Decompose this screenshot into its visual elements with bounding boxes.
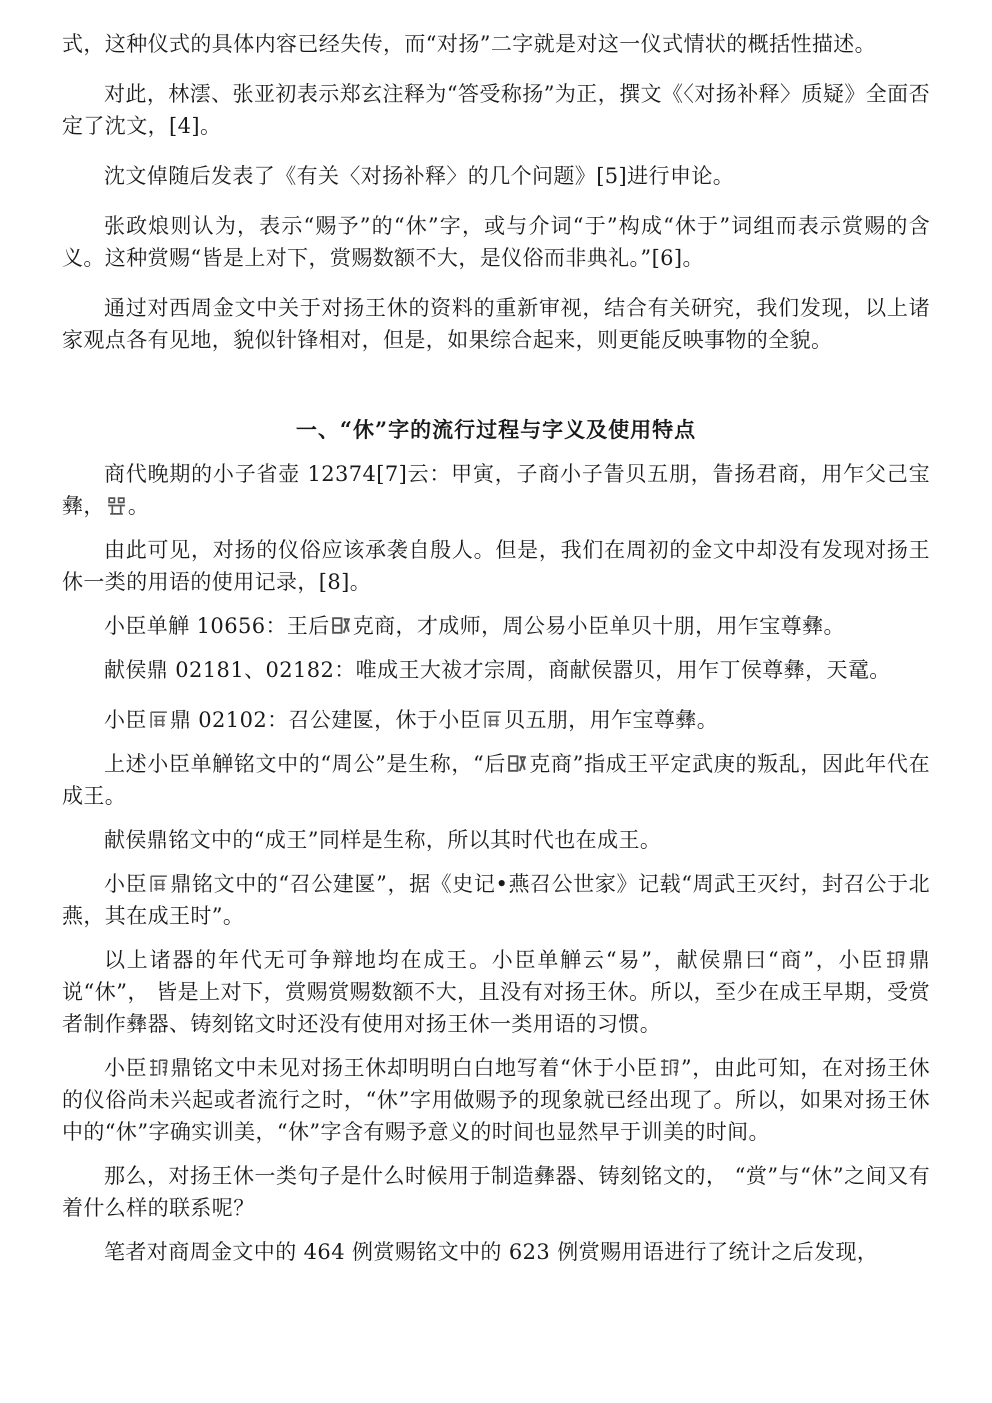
inscription-glyph-icon	[331, 615, 352, 636]
section-heading: 一、“休”字的流行过程与字义及使用特点	[295, 417, 697, 442]
paragraph: 那么，对扬王休一类句子是什么时候用于制造彝器、铸刻铭文的， “赏”与“休”之间又有着什么样的联系呢？	[62, 1164, 930, 1220]
paragraph: 沈文倬随后发表了《有关〈对扬补释〉的几个问题》[5]进行申论。	[104, 164, 735, 188]
paragraph: 通过对西周金文中关于对扬王休的资料的重新审视，结合有关研究，我们发现，以上诸家观点各有见地，貌似针锋相对，但是，如果综合起来，则更能反映事物的全貌。	[62, 296, 930, 352]
text-run: ”，由此可知，在对扬王休的仪俗尚未兴起或者流行之时，“休”字用做赐予的现象就已经出现了。所以，如果对扬王休中的“休”字确实训美，“休”字含有赐予意义的时间也显然早于训美的时间。	[62, 1056, 930, 1144]
inscription-glyph-icon	[885, 949, 906, 970]
text-run: 贝五朋，用乍宝尊彝。	[504, 708, 719, 732]
text-run: 。	[127, 494, 150, 518]
text-run: 小臣	[104, 872, 148, 896]
text-run: 小臣	[104, 1056, 148, 1080]
document-page	[62, 28, 930, 1268]
inscription-glyph-icon	[482, 709, 503, 730]
paragraph-continuation: 式，这种仪式的具体内容已经失传，而“对扬”二字就是对这一仪式情状的概括性描述。	[62, 32, 877, 56]
inscription-glyph-icon	[659, 1057, 680, 1078]
paragraph: 由此可见，对扬的仪俗应该承袭自殷人。但是，我们在周初的金文中却没有发现对扬王休一类的用语的使用记录，[8]。	[62, 538, 930, 594]
paragraph	[62, 748, 930, 812]
text-run: 商代晚期的小子省壶 12374[7]云：甲寅，子商小子眚贝五朋，眚扬君商，用乍父己宝彝，	[62, 462, 930, 518]
inscription-glyph-icon	[507, 753, 528, 774]
inscription-glyph-icon	[148, 873, 169, 894]
paragraph: 笔者对商周金文中的 464 例赏赐铭文中的 623 例赏赐用语进行了统计之后发现，	[104, 1240, 879, 1264]
text-run: 鼎铭文中未见对扬王休却明明白白地写着“休于小臣	[170, 1056, 658, 1080]
text-run: 小臣单觯 10656：王后	[104, 614, 330, 638]
paragraph	[62, 1052, 930, 1148]
inscription-glyph-icon	[148, 709, 169, 730]
paragraph: 张政烺则认为，表示“赐予”的“休”字，或与介词“于”构成“休于”词组而表示赏赐的含义。这种赏赐“皆是上对下，赏赐数额不大，是仪俗而非典礼。”[6]。	[62, 214, 930, 270]
text-run: 以上诸器的年代无可争辩地均在成王。小臣单觯云“易”，献侯鼎曰“商”，小臣	[104, 948, 885, 972]
text-run: 克商，才成师，周公易小臣单贝十朋，用乍宝尊彝。	[352, 614, 845, 638]
text-run: 上述小臣单觯铭文中的“周公”是生称，“后	[104, 752, 507, 776]
paragraph: 献侯鼎铭文中的“成王”同样是生称，所以其时代也在成王。	[104, 828, 662, 852]
paragraph: 献侯鼎 02181、02182：唯成王大祓才宗周，商献侯嚣贝，用乍丁侯尊彝，天鼋。	[104, 658, 891, 682]
paragraph	[62, 704, 930, 736]
inscription-glyph-icon	[148, 1057, 169, 1078]
paragraph	[62, 610, 930, 642]
paragraph	[62, 944, 930, 1040]
paragraph: 对此，林澐、张亚初表示郑玄注释为“答受称扬”为正，撰文《〈对扬补释〉质疑》全面否定了沈文，[4]。	[62, 82, 930, 138]
text-run: 鼎说“休”， 皆是上对下，赏赐赏赐数额不大，且没有对扬王休。所以，至少在成王早期，受赏者制作彝器、铸刻铭文时还没有使用对扬王休一类用语的习惯。	[62, 948, 930, 1036]
text-run: 鼎 02102：召公建匽，休于小臣	[169, 708, 482, 732]
text-run: 小臣	[104, 708, 147, 732]
text-run: 鼎铭文中的“召公建匽”，据《史记•燕召公世家》记载“周武王灭纣，封召公于北燕，其在成王时”。	[62, 872, 930, 928]
paragraph	[62, 458, 930, 522]
inscription-glyph-icon	[106, 495, 127, 516]
text-run: 克商”指成王平定武庚的叛乱，因此年代在成王。	[62, 752, 930, 808]
paragraph	[62, 868, 930, 932]
